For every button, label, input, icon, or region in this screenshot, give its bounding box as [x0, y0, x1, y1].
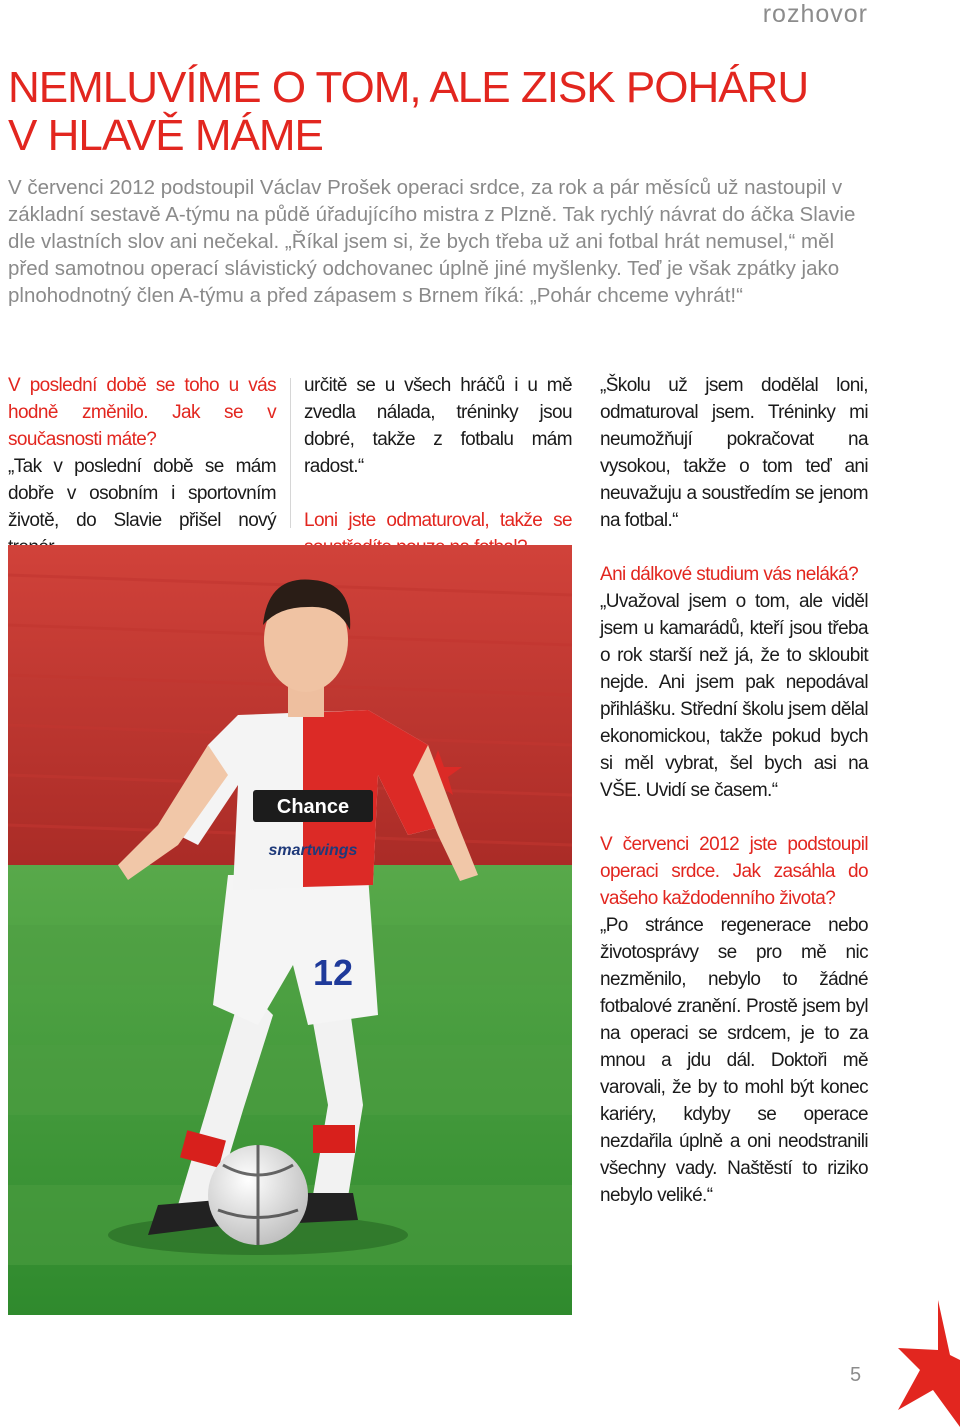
question-4: V červenci 2012 jste podstoupil operaci srdce. Jak zasáhla do vašeho každodenního života?	[600, 834, 868, 909]
page-number: 5	[850, 1364, 862, 1386]
article-perex: V červenci 2012 podstoupil Václav Prošek operaci srdce, za rok a pár měsíců už nastoupil v základní sestavě A-týmu na půdě úřadujícího mistra z Plzně. Tak rychlý návrat do áčka Slavie dle vlastních slov ani nečekal. „Říkal jsem si, že bych třeba už ani fotbal hrát nemusel,“ měl před samotnou operací slávistický odchovanec úplně jiné myšlenky. Teď je však zpátky jako plnohodnotný člen A-týmu a před zápasem s Brnem říká: „Pohár chceme vyhrát!“	[8, 176, 856, 307]
shirt-sponsor-text: Chance	[276, 796, 350, 818]
text-column-3	[600, 372, 868, 1209]
shorts-number-text: 12	[312, 952, 354, 993]
answer-4: „Po stránce regenerace nebo životosprávy se pro mě nic nezměnilo, nebylo to žádné fotbalové zranění. Prostě jsem byl na operaci se srdcem, je to za mnou a jdu dál. Doktoři mě varovali, že by to mohl být konec kariéry, kdyby se operace nezdařila úplně a oni neodstranili všechny vady. Naštěstí to riziko nebylo veliké.“	[600, 915, 868, 1206]
text-column-1	[8, 372, 276, 561]
text-column-2	[304, 372, 572, 561]
shirt-sponsor2-text: smartwings	[268, 842, 358, 859]
answer-1-part-2: určitě se u všech hráčů i u mě zvedla nálada, tréninky jsou dobré, takže z fotbalu mám radost.“	[304, 375, 572, 477]
player-photo	[8, 545, 572, 1315]
headline-line-2: V HLAVĚ MÁME	[8, 111, 323, 160]
question-1: V poslední době se toho u vás hodně změnilo. Jak se v současnosti máte?	[8, 375, 276, 450]
answer-3: „Uvažoval jsem o tom, ale viděl jsem u kamarádů, kteří jsou třeba o rok starší než já, že to skloubit nejde. Ani jsem pak nepodával přihlášku. Střední školu jsem dělal ekonomickou, takže pokud bych si měl vybrat, šel bych asi na VŠE. Uvidí se časem.“	[600, 591, 868, 801]
slavia-star-icon	[898, 1300, 960, 1427]
section-label: rozhovor	[762, 0, 868, 28]
question-2: Loni jste odmaturoval, takže se	[304, 510, 572, 531]
article-headline	[8, 64, 908, 160]
question-3: Ani dálkové studium vás neláká?	[600, 564, 859, 585]
answer-2: „Školu už jsem dodělal loni, odmaturoval jsem. Tréninky mi neumožňují pokračovat na vysokou, takže o tom teď ani neuvažuju a soustředím se jenom na fotbal.“	[600, 375, 868, 531]
answer-1-part-1: „Tak v poslední době se mám dobře v osobním i sportovním životě, do Slavie přišel nový	[8, 456, 276, 531]
headline-line-1: NEMLUVÍME O TOM, ALE ZISK POHÁRU	[8, 63, 809, 112]
column-divider	[290, 378, 291, 528]
